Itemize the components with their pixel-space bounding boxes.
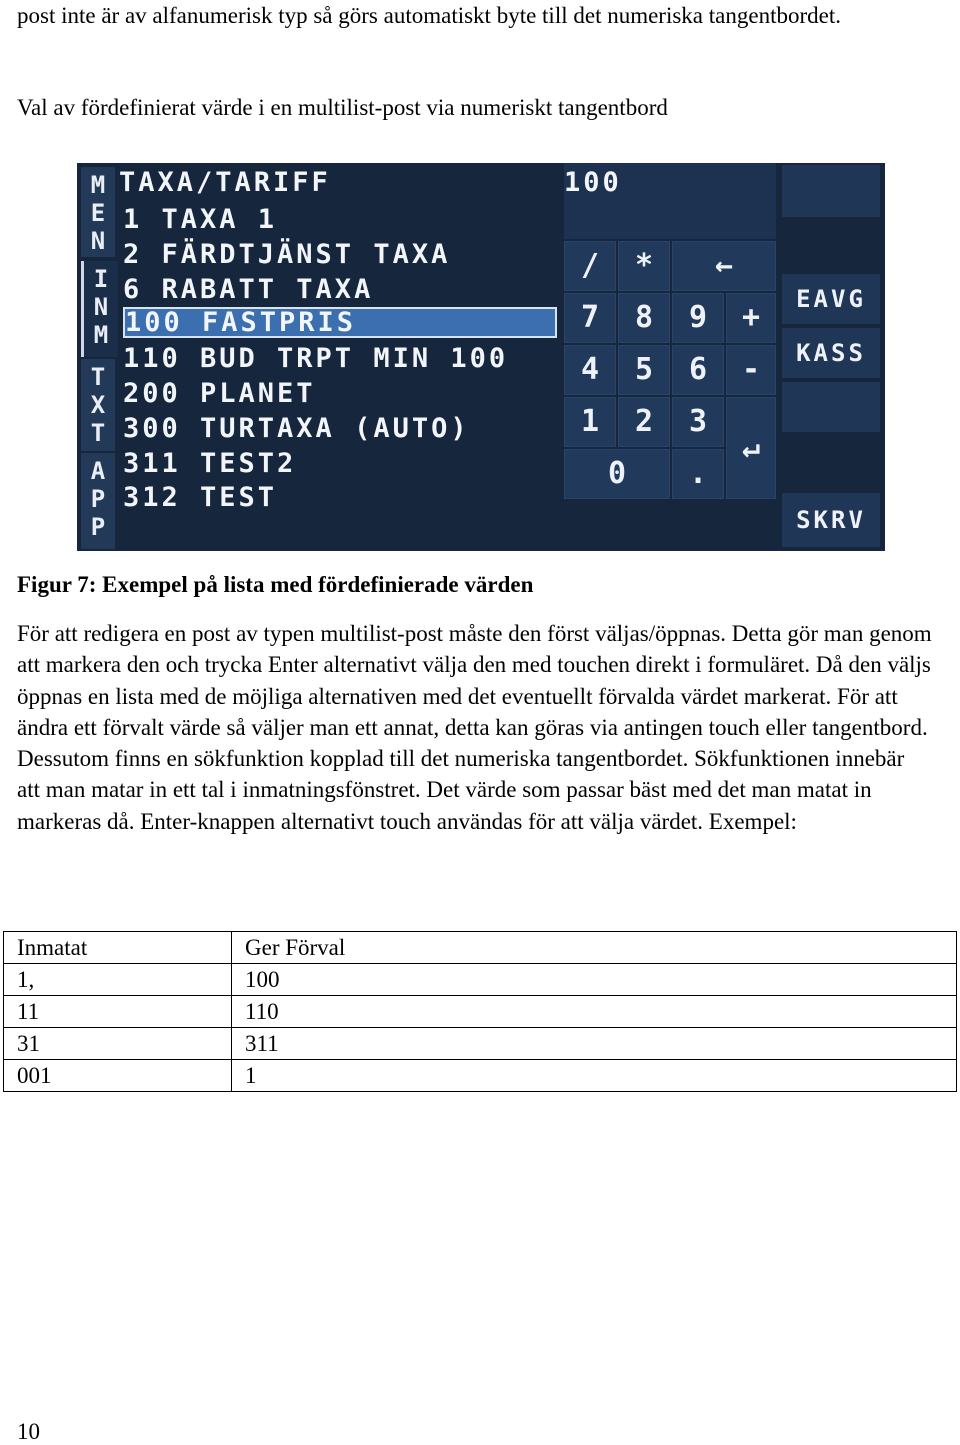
key-multiply: * [618, 241, 670, 291]
entry-value: 100 [564, 167, 622, 198]
table-cell: 100 [232, 964, 957, 996]
table-header-cell: Inmatat [4, 932, 232, 964]
menu-tab-men [81, 167, 115, 257]
table-header-cell: Ger Förval [232, 932, 957, 964]
list-item: 312 TEST [123, 482, 278, 513]
list-item: 200 PLANET [123, 378, 316, 409]
function-key-blank-top [782, 165, 880, 217]
key-backspace: ← [672, 241, 776, 291]
menu-tab-letter: P [90, 485, 106, 513]
example-table [3, 931, 957, 1092]
table-cell: 001 [4, 1060, 232, 1092]
table-row [4, 964, 957, 996]
list-title: TAXA/TARIFF [119, 167, 331, 198]
key-9: 9 [672, 293, 724, 343]
body-paragraph: För att redigera en post av typen multilist-post måste den först väljas/öppnas. Detta gör man genom att markera den och trycka Enter alternativt välja den med touchen direkt i formuläret. Då den väljs öppnas en lista med de möjliga alternativen med det eventuellt förvalda värdet markerat. För att ändra ett förvalt värde så väljer man ett annat, detta kan göras via antingen touch eller tangentbord. Dessutom finns en sökfunktion kopplad till det numeriska tangentbordet. Sökfunktionen innebär att man matar in ett tal i inmatningsfönstret. Det värde som passar bäst med det man matat in markeras då. Enter-knappen alternativt touch användas för att välja värdet. Exempel: [17, 621, 932, 834]
figure-heading: Val av fördefinierat värde i en multilist-post via numeriskt tangentbord [17, 95, 668, 120]
menu-tab-inm [81, 261, 118, 357]
menu-tab-letter: I [93, 265, 109, 293]
menu-tab-letter: X [90, 391, 106, 419]
key-decimal: . [672, 449, 724, 499]
key-divide: / [564, 241, 616, 291]
function-key-kass: KASS [782, 328, 880, 378]
menu-tab-letter: E [90, 199, 106, 227]
menu-tab-letter: T [90, 363, 106, 391]
key-2: 2 [618, 397, 670, 447]
table-cell: 1 [232, 1060, 957, 1092]
function-key-eavg: EAVG [782, 274, 880, 324]
key-minus: - [726, 345, 776, 395]
menu-tab-letter: P [90, 513, 106, 541]
key-3: 3 [672, 397, 724, 447]
list-item: 1 TAXA 1 [123, 204, 278, 235]
key-6: 6 [672, 345, 724, 395]
table-row [4, 996, 957, 1028]
key-4: 4 [564, 345, 616, 395]
entry-field [564, 163, 776, 239]
function-key-blank [782, 382, 880, 432]
table-cell: 31 [4, 1028, 232, 1060]
menu-tab-letter: A [90, 457, 106, 485]
intro-paragraph: post inte är av alfanumerisk typ så görs automatiskt byte till det numeriska tangentbordet. [17, 3, 841, 28]
list-item-selected: 100 FASTPRIS [123, 307, 557, 338]
figure-caption: Figur 7: Exempel på lista med fördefinierade värden [17, 572, 534, 597]
list-item: 6 RABATT TAXA [123, 274, 374, 305]
page-number: 10 [17, 1419, 40, 1444]
table-row [4, 1060, 957, 1092]
table-cell: 11 [4, 996, 232, 1028]
menu-tab-letter: M [93, 321, 109, 349]
key-enter: ↵ [726, 397, 776, 499]
table-header-row [4, 932, 957, 964]
table-cell: 1, [4, 964, 232, 996]
menu-tab-app [81, 453, 115, 549]
list-item: 110 BUD TRPT MIN 100 [123, 343, 509, 374]
list-item: 300 TURTAXA (AUTO) [123, 413, 470, 444]
multilist-panel [119, 163, 561, 551]
table-cell: 110 [232, 996, 957, 1028]
table-row [4, 1028, 957, 1060]
list-item: 311 TEST2 [123, 448, 297, 479]
function-key-skrv: SKRV [782, 493, 880, 547]
table-cell: 311 [232, 1028, 957, 1060]
menu-tab-letter: M [90, 171, 106, 199]
key-0: 0 [564, 449, 670, 499]
menu-tab-letter: T [90, 419, 106, 447]
key-7: 7 [564, 293, 616, 343]
list-item: 2 FÄRDTJÄNST TAXA [123, 239, 451, 270]
key-plus: + [726, 293, 776, 343]
menu-tab-txt [81, 359, 115, 451]
terminal-screenshot [77, 163, 885, 551]
key-8: 8 [618, 293, 670, 343]
menu-tab-letter: N [93, 293, 109, 321]
menu-tab-letter: N [90, 227, 106, 255]
key-1: 1 [564, 397, 616, 447]
key-5: 5 [618, 345, 670, 395]
